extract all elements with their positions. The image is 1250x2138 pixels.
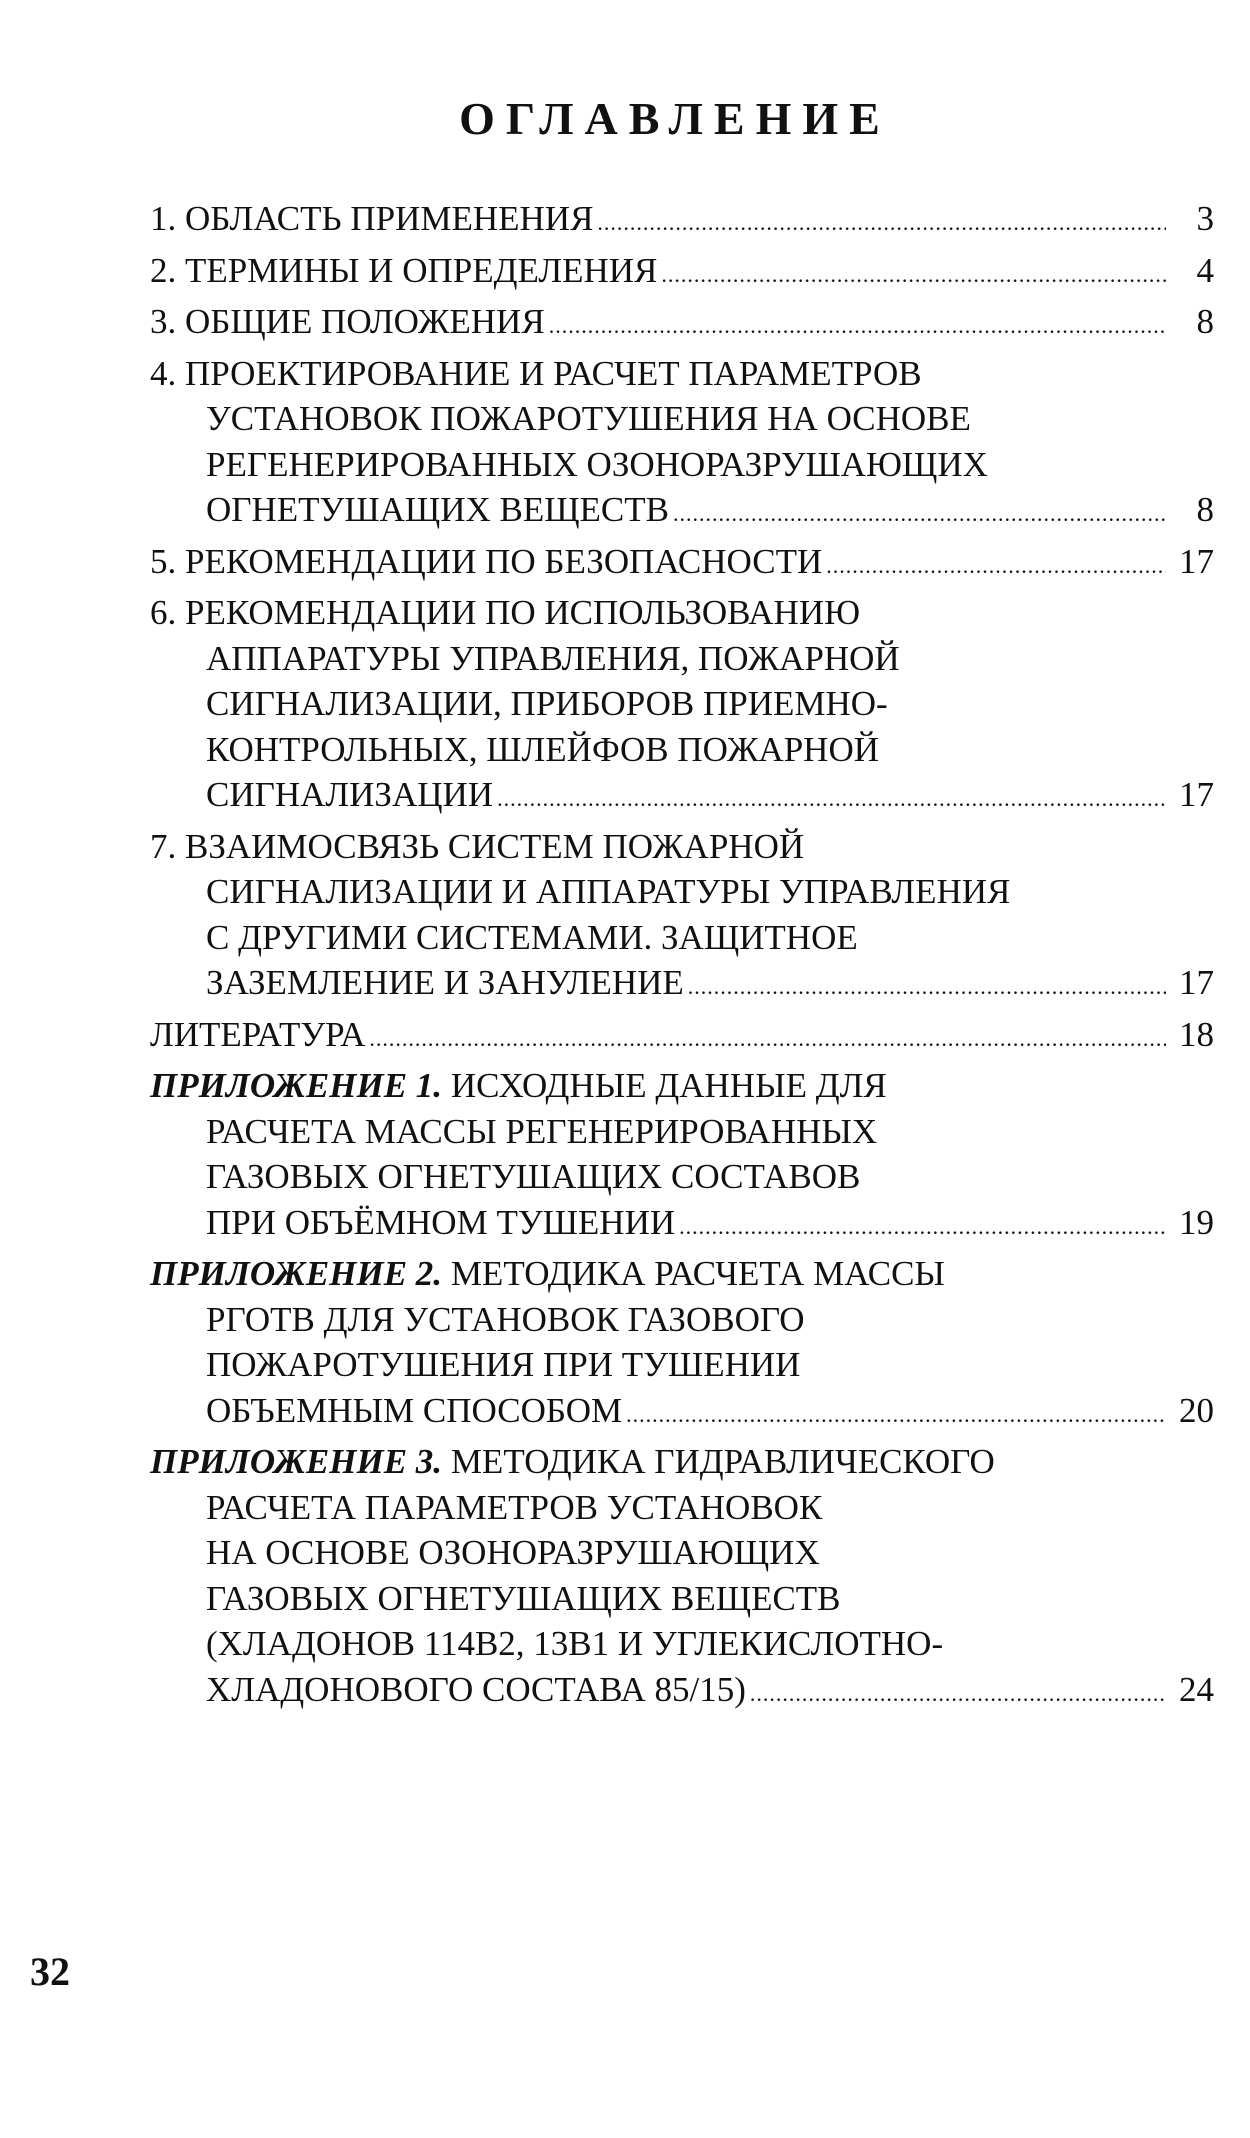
toc-entry bbox=[150, 299, 1214, 349]
toc-entry bbox=[150, 248, 1214, 298]
toc-entry-text: СИГНАЛИЗАЦИИ, ПРИБОРОВ ПРИЕМНО- bbox=[206, 684, 888, 723]
table-of-contents bbox=[150, 196, 1214, 1718]
toc-entry-text: ЛИТЕРАТУРА bbox=[150, 1014, 366, 1054]
toc-entry-text: РАСЧЕТА ПАРАМЕТРОВ УСТАНОВОК bbox=[206, 1487, 823, 1527]
toc-entry bbox=[150, 1012, 1214, 1062]
toc-page-number: 8 bbox=[1196, 302, 1214, 341]
toc-entry-text: ЗАЗЕМЛЕНИЕ И ЗАНУЛЕНИЕ bbox=[206, 963, 684, 1002]
toc-entry-text: ИСХОДНЫЕ ДАННЫЕ ДЛЯ bbox=[442, 1066, 887, 1105]
toc-page-number: 19 bbox=[1179, 1202, 1214, 1242]
toc-entry-text: 4. ПРОЕКТИРОВАНИЕ И РАСЧЕТ ПАРАМЕТРОВ bbox=[150, 353, 922, 393]
toc-entry-text: С ДРУГИМИ СИСТЕМАМИ. ЗАЩИТНОЕ bbox=[206, 917, 858, 957]
toc-entry-text: ОБЪЕМНЫМ СПОСОБОМ bbox=[206, 1390, 623, 1430]
dot-leader bbox=[673, 491, 1166, 537]
dot-leader bbox=[369, 1016, 1166, 1062]
toc-page-number: 8 bbox=[1196, 490, 1214, 529]
toc-entry-text: 2. ТЕРМИНЫ И ОПРЕДЕЛЕНИЯ bbox=[150, 250, 658, 290]
dot-leader bbox=[497, 776, 1166, 822]
toc-page-number: 17 bbox=[1179, 541, 1214, 581]
toc-entry-text: 7. ВЗАИМОСВЯЗЬ СИСТЕМ ПОЖАРНОЙ bbox=[150, 826, 805, 866]
toc-entry bbox=[150, 351, 1214, 537]
toc-entry-text: ГАЗОВЫХ ОГНЕТУШАЩИХ СОСТАВОВ bbox=[206, 1157, 861, 1196]
toc-page-number: 20 bbox=[1179, 1390, 1214, 1430]
toc-page-number: 4 bbox=[1196, 250, 1214, 290]
toc-entry-text: ОГНЕТУШАЩИХ ВЕЩЕСТВ bbox=[206, 490, 669, 529]
page-number: 32 bbox=[30, 1949, 70, 1994]
toc-entry-text: ХЛАДОНОВОГО СОСТАВА 85/15) bbox=[206, 1669, 746, 1709]
toc-entry-text: (ХЛАДОНОВ 114В2, 13В1 И УГЛЕКИСЛОТНО- bbox=[206, 1624, 944, 1663]
toc-entry-text: КОНТРОЛЬНЫХ, ШЛЕЙФОВ ПОЖАРНОЙ bbox=[206, 729, 879, 769]
toc-entry-text: 6. РЕКОМЕНДАЦИИ ПО ИСПОЛЬЗОВАНИЮ bbox=[150, 593, 861, 632]
appendix-label: ПРИЛОЖЕНИЕ 1. bbox=[150, 1066, 443, 1105]
page-title: ОГЛАВЛЕНИЕ bbox=[459, 93, 891, 144]
toc-entry-text: РГОТВ ДЛЯ УСТАНОВОК ГАЗОВОГО bbox=[206, 1299, 805, 1339]
toc-entry bbox=[150, 539, 1214, 589]
dot-leader bbox=[688, 964, 1166, 1010]
toc-page-number: 18 bbox=[1179, 1014, 1214, 1054]
toc-entry-text: РАСЧЕТА МАССЫ РЕГЕНЕРИРОВАННЫХ bbox=[206, 1111, 878, 1151]
toc-page-number: 17 bbox=[1179, 775, 1214, 814]
toc-entry-text: ПРИ ОБЪЁМНОМ ТУШЕНИИ bbox=[206, 1202, 676, 1242]
toc-entry-text: АППАРАТУРЫ УПРАВЛЕНИЯ, ПОЖАРНОЙ bbox=[206, 638, 900, 678]
toc-page-number: 17 bbox=[1179, 963, 1214, 1002]
appendix-label: ПРИЛОЖЕНИЕ 3. bbox=[150, 1442, 443, 1481]
toc-entry-text: УСТАНОВОК ПОЖАРОТУШЕНИЯ НА ОСНОВЕ bbox=[206, 399, 971, 438]
toc-entry-text: 5. РЕКОМЕНДАЦИИ ПО БЕЗОПАСНОСТИ bbox=[150, 541, 823, 581]
toc-entry-text: МЕТОДИКА ГИДРАВЛИЧЕСКОГО bbox=[442, 1442, 995, 1481]
toc-entry-text: НА ОСНОВЕ ОЗОНОРАЗРУШАЮЩИХ bbox=[206, 1533, 820, 1572]
toc-page-number: 24 bbox=[1179, 1669, 1214, 1709]
toc-entry-appendix bbox=[150, 1063, 1214, 1249]
dot-leader bbox=[626, 1392, 1166, 1438]
toc-entry bbox=[150, 196, 1214, 246]
toc-page-number: 3 bbox=[1196, 199, 1214, 238]
appendix-label: ПРИЛОЖЕНИЕ 2. bbox=[150, 1254, 443, 1293]
toc-entry-text: ГАЗОВЫХ ОГНЕТУШАЩИХ ВЕЩЕСТВ bbox=[206, 1578, 841, 1618]
toc-entry-text: РЕГЕНЕРИРОВАННЫХ ОЗОНОРАЗРУШАЮЩИХ bbox=[206, 444, 988, 484]
toc-entry bbox=[150, 824, 1214, 1010]
toc-entry bbox=[150, 590, 1214, 822]
toc-entry-text: ПОЖАРОТУШЕНИЯ ПРИ ТУШЕНИИ bbox=[206, 1345, 801, 1384]
dot-leader bbox=[597, 200, 1166, 246]
dot-leader bbox=[679, 1204, 1166, 1250]
dot-leader bbox=[661, 252, 1166, 298]
toc-entry-text: 3. ОБЩИЕ ПОЛОЖЕНИЯ bbox=[150, 302, 545, 341]
toc-entry-text: МЕТОДИКА РАСЧЕТА МАССЫ bbox=[442, 1254, 945, 1293]
dot-leader bbox=[750, 1671, 1166, 1717]
toc-entry-appendix bbox=[150, 1439, 1214, 1716]
dot-leader bbox=[826, 543, 1166, 589]
toc-entry-appendix bbox=[150, 1251, 1214, 1437]
toc-entry-text: 1. ОБЛАСТЬ ПРИМЕНЕНИЯ bbox=[150, 199, 594, 238]
toc-entry-text: СИГНАЛИЗАЦИИ И АППАРАТУРЫ УПРАВЛЕНИЯ bbox=[206, 872, 1011, 911]
toc-entry-text: СИГНАЛИЗАЦИИ bbox=[206, 775, 494, 814]
dot-leader bbox=[549, 303, 1166, 349]
